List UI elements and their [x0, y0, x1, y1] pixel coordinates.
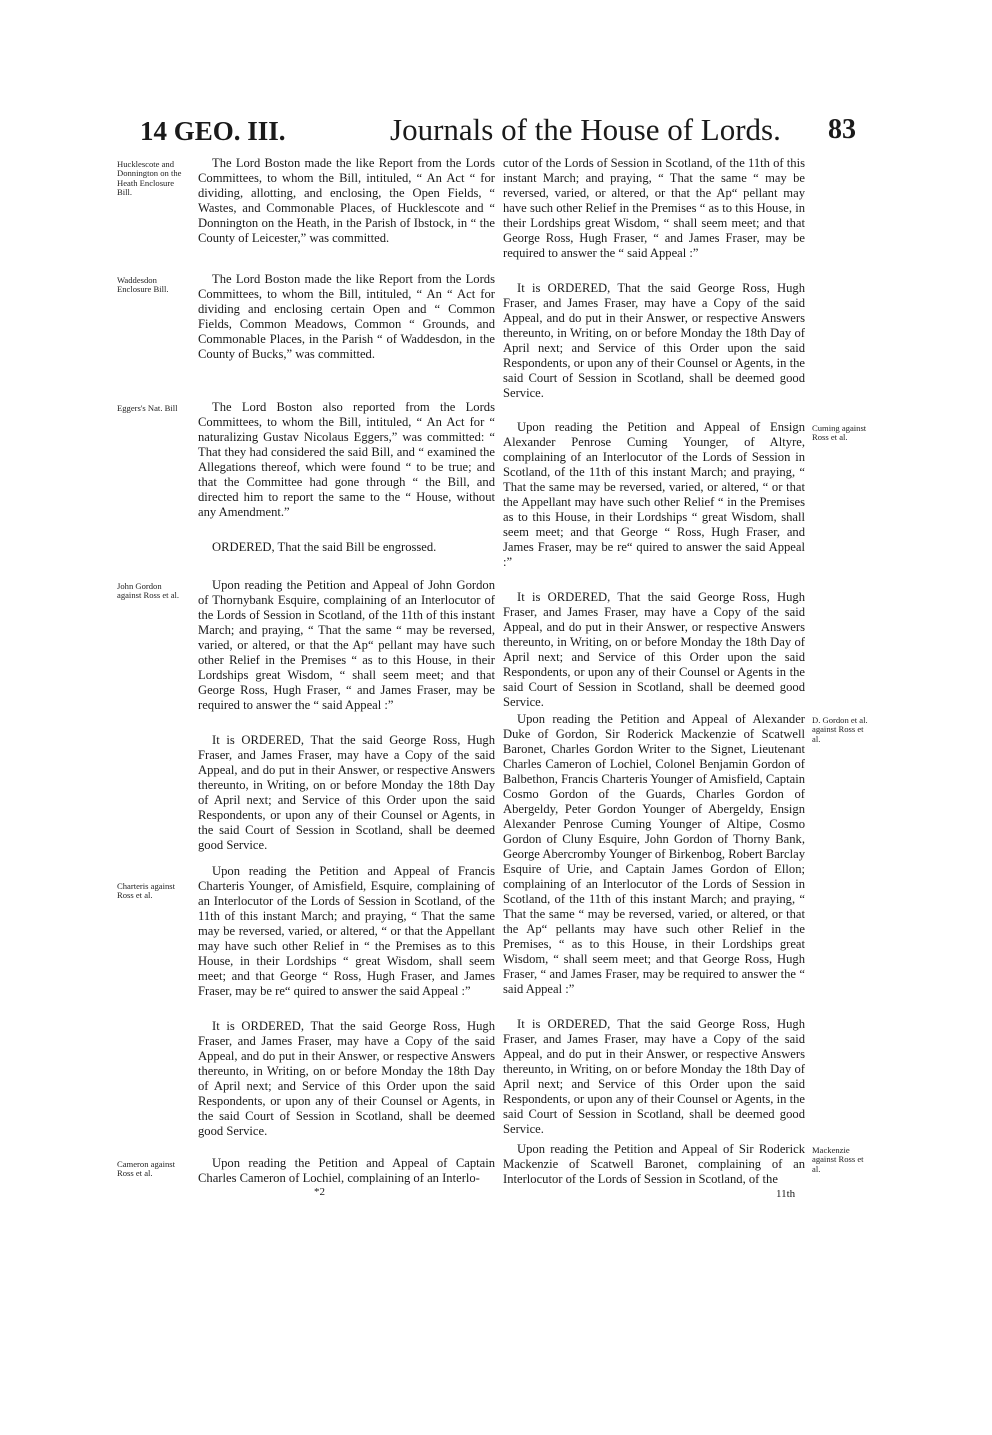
order-paragraph: It is ORDERED, That the said George Ross, Hugh Fraser, and James Fraser, may have a Copy of the said Appeal, and do put in their Answer, or respective Answers thereunto, in Writing, on or before Monday the 18th Day of April next; and Service of this Order upon the said Respondents, or upon any of their Counsel or Agents, in the said Court of Session in Scotland, shall be deemed good Service. [503, 1017, 805, 1136]
margin-note-mackenzie: Mackenzie against Ross et al. [812, 1145, 864, 1174]
petition-paragraph: Upon reading the Petition and Appeal of Ensign Alexander Penrose Cuming Younger, of Altyre, complaining of an Interlocutor of the Lords of Session in Scotland, of the 11th of this instant March; and praying, “ That the same may be reversed, varied, or altered, “ or that the Appellant may have such other Relief “ in the Premises as to this House, in their Lordships “ great Wisdom, shall seem meet; and that George “ Ross, Hugh Fraser, and James Fraser, may be re“ quired to answer the said Appeal :” [503, 420, 805, 569]
petition-paragraph: Upon reading the Petition and Appeal of John Gordon of Thornybank Esquire, complaining of an Interlocutor of the Lords of Session in Scotland, of the 11th of this instant March; and praying, “ That the same “ may be reversed, varied, or altered, or that the Ap“ pellant may have such other Relief in the Premises “ as to this House, in their Lordships great Wisdom, “ shall seem meet; and that George Ross, Hugh Fraser, “ and James Fraser, may be required to answer the “ said Appeal :” [198, 578, 495, 712]
petition-paragraph: Upon reading the Petition and Appeal of Alexander Duke of Gordon, Sir Roderick Mackenzie of Scatwell Baronet, Charles Gordon Writer to the Signet, Lieutenant Charles Cameron of Lochiel, Colonel Benjamin Gordon of Balbethon, Francis Charteris Younger of Amisfield, Captain Cosmo Gordon of the Guards, Charles Gordon of Abergeldy, Peter Gordon Younger of Abergeldy, Ensign Alexander Penrose Cuming Younger of Altipe, Cosmo Gordon of Cluny Esquire, John Gordon of Thorny Bank, George Abercromby Younger of Birkenbog, Robert Barclay Esquire of Urie, and Captain James Gordon of Ellon; complaining of an Interlocutor of the Lords of Session in Scotland, of the 11th of this instant March; and praying, “ That the same “ may be reversed, varied, or altered, or that the Ap“ pellants may have such other Relief in the Premises, “ as to this House, in their Lordships great Wisdom, “ shall seem meet; and that George Ross, Hugh Fraser, “ and James Fraser, may be required to answer the “ said Appeal :” [503, 712, 805, 996]
page-number: 83 [828, 114, 856, 145]
catchword: 11th [776, 1188, 796, 1200]
signature-mark: *2 [314, 1186, 325, 1198]
entry-waddesdon [198, 272, 495, 362]
margin-note-d-gordon: D. Gordon et al. against Ross et al. [812, 715, 868, 744]
order-paragraph: It is ORDERED, That the said George Ross, Hugh Fraser, and James Fraser, may have a Copy of the said Appeal, and do put in their Answer, or respective Answers thereunto, in Writing, on or before Monday the 18th Day of April next; and Service of this Order upon the said Respondents, or upon any of their Counsel or Agents, in the said Court of Session in Scotland, shall be deemed good Service. [198, 733, 495, 852]
order-paragraph: ORDERED, That the said Bill be engrossed. [212, 540, 437, 554]
order-paragraph: It is ORDERED, That the said George Ross, Hugh Fraser, and James Fraser, may have a Copy of the said Appeal, and do put in their Answer, or respective Answers thereunto, in Writing, on or before Monday the 18th Day of April next; and Service of this Order upon the said Respondents, or upon any of their Counsel or Agents in the said Court of Session in Scotland, shall be deemed good Service. [503, 590, 805, 709]
page-header [140, 112, 856, 152]
margin-note-charteris: Charteris against Ross et al. [117, 881, 175, 901]
margin-note-cuming: Cuming against Ross et al. [812, 423, 867, 443]
petition-paragraph: Upon reading the Petition and Appeal of Captain Charles Cameron of Lochiel, complaining of an Interlo- [198, 1156, 495, 1185]
order-paragraph: It is ORDERED, That the said George Ross, Hugh Fraser, and James Fraser, may have a Copy of the said Appeal, and do put in their Answer, or respective Answers thereunto, in Writing, on or before Monday the 18th Day of April next; and Service of this Order upon the said Respondents, or upon any of their Counsel or Agents, in the said Court of Session in Scotland, shall be deemed good Service. [198, 1019, 495, 1138]
order-paragraph: It is ORDERED, That the said George Ross, Hugh Fraser, and James Fraser, may have a Copy of the said Appeal, and do put in their Answer, or respective Answers thereunto, in Writing, on or before Monday the 18th Day of April next; and Service of this Order upon the said Respondents, or upon any of their Counsel or Agents, in the said Court of Session in Scotland, shall be deemed good Service. [503, 281, 805, 400]
margin-note-eggers: Eggers's Nat. Bill [117, 403, 178, 413]
margin-note-waddesdon: Waddesdon Enclosure Bill. [117, 275, 169, 295]
petition-paragraph: cutor of the Lords of Session in Scotland, of the 11th of this instant March; and praying, “ That the same “ may be reversed, varied, or altered, or that the Ap“ pellant may have such other Relief in the Premises “ as to this House, in their Lordships great Wisdom, “ shall seem meet; and that George Ross, Hugh Fraser, “ and James Fraser, may be required to answer the “ said Appeal :” [503, 156, 805, 260]
entry-eggers [198, 400, 495, 555]
entry-john-gordon [198, 578, 495, 853]
entry-d-gordon [503, 712, 805, 1137]
entry-mackenzie [503, 1142, 805, 1187]
margin-note-john-gordon: John Gordon against Ross et al. [117, 581, 180, 601]
petition-paragraph: Upon reading the Petition and Appeal of Francis Charteris Younger, of Amisfield, Esquire, complaining of an Interlocutor of the Lords of Session in Scotland, of the 11th of this instant March; and praying, “ That the same may be reversed, varied, or altered, “ or that the Appellant may have such other Relief in “ the Premises as to this House, in their Lordships “ great Wisdom, shall seem meet; and that George “ Ross, Hugh Fraser, and James Fraser, may be re“ quired to answer the said Appeal :” [198, 864, 495, 998]
report-paragraph: The Lord Boston made the like Report from the Lords Committees, to whom the Bill, intituled, “ An “ Act for dividing and enclosing certain Open and “ Common Fields, Common Meadows, Common “ Grounds, and Commonable Places, in the Parish “ of Waddesdon, in the County of Bucks,” was committed. [198, 272, 495, 361]
report-paragraph: The Lord Boston also reported from the Lords Committees, to whom the Bill, intituled, “ An Act for “ naturalizing Gustav Nicolaus Eggers,” was committed: “ That they had considered the said Bill, and “ examined the Allegations thereof, which were found “ to be true; and that the Committee had gone through “ the Bill, and directed him to report the same to the “ House, without any Amendment.” [198, 400, 495, 519]
entry-cameron [198, 1156, 495, 1186]
entry-hucklescote [198, 156, 495, 246]
margin-note-hucklescote: Hucklescote and Donnington on the Heath Enclosure Bill. [117, 159, 182, 198]
entry-charteris [198, 864, 495, 1139]
entry-cameron-continued [503, 156, 805, 401]
entry-cuming [503, 420, 805, 710]
session-label: 14 GEO. III. [140, 116, 286, 146]
margin-note-cameron: Cameron against Ross et al. [117, 1159, 175, 1179]
report-paragraph: The Lord Boston made the like Report from the Lords Committees, to whom the Bill, intituled, “ An Act “ for dividing, allotting, and enclosing, the Open Fields, “ Wastes, and Commonable Places, of Hucklescote and “ Donnington on the Heath, in the Parish of Ibstock, in “ the County of Leicester,” was committed. [198, 156, 495, 245]
petition-paragraph: Upon reading the Petition and Appeal of Sir Roderick Mackenzie of Scatwell Baronet, complaining of an Interlocutor of the Lords of Session in Scotland, of the [503, 1142, 805, 1186]
journal-title: Journals of the House of Lords. [390, 112, 781, 147]
